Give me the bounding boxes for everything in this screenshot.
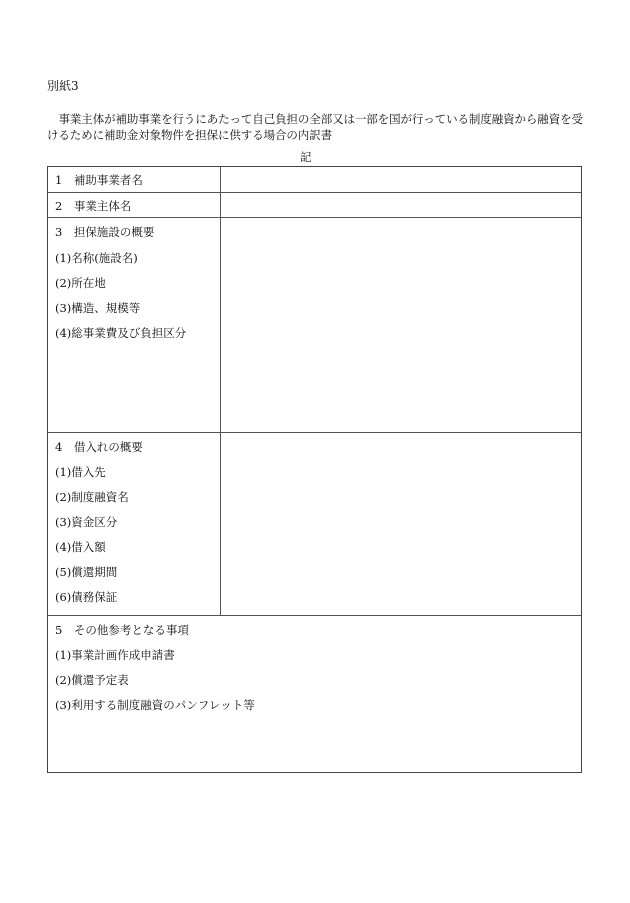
list-item: (3)構造、規模等: [55, 301, 141, 315]
list-item: (2)制度融資名: [55, 490, 129, 504]
section-title-project-entity: 2 事業主体名: [55, 199, 132, 213]
list-item: (4)総事業費及び負担区分: [55, 326, 187, 340]
section-title-subsidy-recipient: 1 補助事業者名: [55, 173, 143, 187]
list-item: (4)借入額: [55, 540, 106, 554]
row-project-entity: [48, 193, 581, 218]
section-title-other-references: 5 その他参考となる事項: [55, 623, 189, 637]
list-item: (3)利用する制度融資のパンフレット等: [55, 698, 255, 712]
row-other-references: [48, 616, 581, 772]
value-cell-subsidy-recipient[interactable]: [221, 167, 581, 192]
ki-label: 記: [300, 150, 312, 164]
attachment-label: 別紙3: [47, 79, 79, 93]
list-item: (5)償還期間: [55, 565, 118, 579]
row-subsidy-recipient: [48, 167, 581, 193]
label-cell-collateral-facility: [48, 218, 221, 432]
section-title-borrowing: 4 借入れの概要: [55, 440, 143, 454]
section-title-collateral-facility: 3 担保施設の概要: [55, 225, 155, 239]
label-cell-subsidy-recipient: [48, 167, 221, 192]
row-collateral-facility: [48, 218, 581, 433]
value-cell-borrowing[interactable]: [221, 433, 581, 615]
list-item: (2)所在地: [55, 276, 106, 290]
list-item: (3)資金区分: [55, 515, 118, 529]
value-cell-project-entity[interactable]: [221, 193, 581, 217]
list-item: (2)償還予定表: [55, 673, 129, 687]
label-cell-project-entity: [48, 193, 221, 217]
list-item: (6)債務保証: [55, 590, 118, 604]
row-borrowing: [48, 433, 581, 616]
label-cell-other-references: [48, 616, 581, 772]
value-cell-collateral-facility[interactable]: [221, 218, 581, 432]
label-cell-borrowing: [48, 433, 221, 615]
list-item: (1)名称(施設名): [55, 251, 138, 265]
intro-text: 事業主体が補助事業を行うにあたって自己負担の全部又は一部を国が行っている制度融資から融資を受けるために補助金対象物件を担保に供する場合の内訳書: [47, 112, 583, 142]
list-item: (1)借入先: [55, 465, 106, 479]
form-table: [47, 166, 582, 773]
list-item: (1)事業計画作成申請書: [55, 648, 175, 662]
